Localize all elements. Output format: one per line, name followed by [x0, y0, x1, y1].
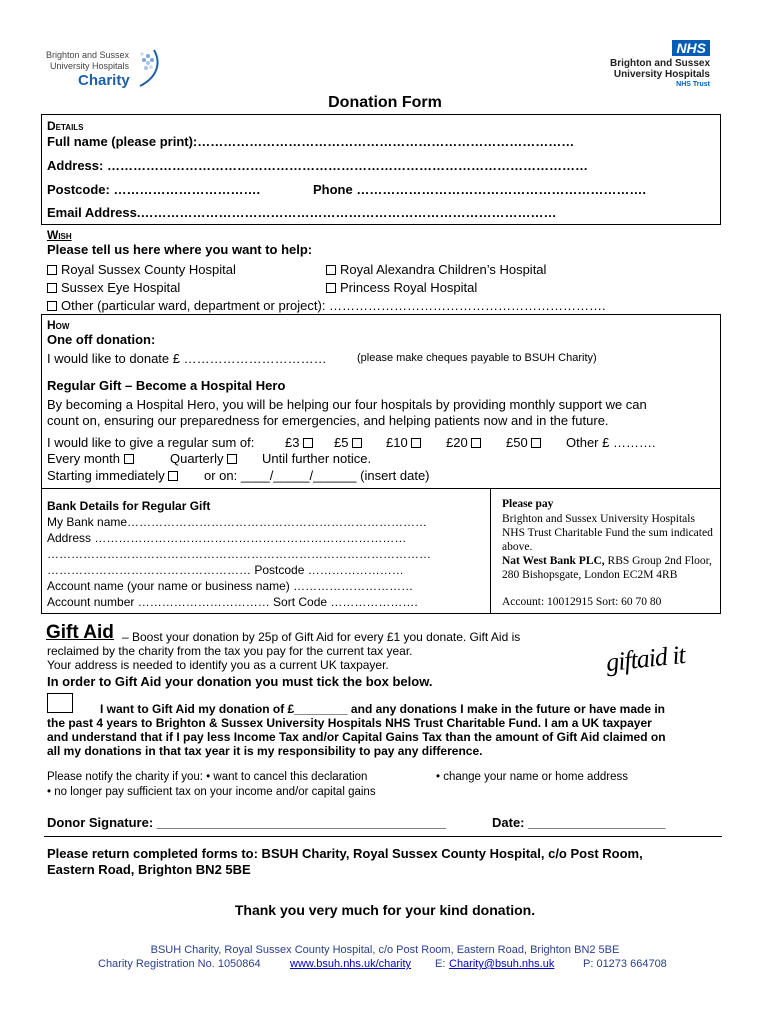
notify-line-1: Please notify the charity if you: • want to cancel this declaration [47, 771, 368, 783]
how-heading: How [47, 318, 70, 332]
wish-option-label: Other (particular ward, department or project): ………………………………………………………. [61, 298, 606, 313]
charity-logo-line1: Brighton and Sussex [46, 50, 130, 60]
gift-aid-intro-3: Your address is needed to identify you as a current UK taxpayer. [47, 658, 389, 672]
checkbox[interactable] [303, 438, 313, 448]
wish-heading: Wish [47, 228, 72, 242]
details-heading: Details [47, 119, 84, 133]
bank-pay-divider [490, 488, 491, 614]
gift-aid-instruction: In order to Gift Aid your donation you must tick the box below. [47, 674, 433, 689]
charity-logo-line2: University Hospitals [50, 61, 130, 71]
start-date-field[interactable]: or on: ____/_____/______ (insert date) [204, 468, 430, 483]
checkbox[interactable] [326, 265, 336, 275]
amount-label: £50 [506, 435, 528, 450]
gift-aid-intro-1: – Boost your donation by 25p of Gift Aid for every £1 you donate. Gift Aid is [122, 630, 521, 644]
address-field[interactable]: Address: ………………………………………………………………………………………………… [47, 158, 588, 173]
return-address-2: Eastern Road, Brighton BN2 5BE [47, 862, 251, 877]
notify-line-2: • change your name or home address [436, 771, 628, 783]
checkbox[interactable] [227, 454, 237, 464]
account-name-field[interactable]: Account name (your name or business name) ………………………… [47, 579, 414, 593]
quarterly-option[interactable] [170, 451, 241, 466]
postcode-field[interactable]: Postcode: ……………………………. [47, 182, 261, 197]
one-off-note: (please make cheques payable to BSUH Charity) [357, 352, 597, 364]
nhs-logo [600, 40, 710, 90]
checkbox[interactable] [47, 265, 57, 275]
amount-label: £20 [446, 435, 468, 450]
please-pay-title: Please pay [502, 498, 554, 510]
gift-aid-heading: Gift Aid [46, 622, 114, 643]
account-details: Account: 10012915 Sort: 60 70 80 [502, 596, 662, 608]
email-link[interactable]: Charity@bsuh.nhs.uk [449, 958, 555, 970]
gift-aid-intro-2: reclaimed by the charity from the tax you pay for the current tax year. [47, 644, 413, 658]
checkbox[interactable] [47, 283, 57, 293]
gift-aid-declaration-1: I want to Gift Aid my donation of £________ and any donations I make in the future or have made in [100, 702, 665, 716]
wish-option-label: Princess Royal Hospital [340, 280, 478, 295]
please-pay-text: Brighton and Sussex University Hospitals NHS Trust Charitable Fund the sum indicated above. [502, 513, 713, 553]
checkbox[interactable] [471, 438, 481, 448]
charity-logo [44, 44, 174, 94]
checkbox[interactable] [352, 438, 362, 448]
regular-gift-title: Regular Gift – Become a Hospital Hero [47, 378, 286, 393]
amount-20[interactable] [446, 435, 485, 450]
website-link[interactable]: www.bsuh.nhs.uk/charity [290, 958, 412, 970]
wish-option-label: Royal Sussex County Hospital [61, 262, 236, 277]
every-month-option[interactable] [47, 451, 138, 466]
charity-registration: Charity Registration No. 1050864 [98, 958, 261, 970]
one-off-title: One off donation: [47, 332, 156, 347]
amount-label: £10 [386, 435, 408, 450]
wish-option-eye[interactable] [47, 280, 180, 295]
amount-3[interactable] [285, 435, 317, 450]
phone-field[interactable]: Phone …………………………………………………………. [313, 182, 646, 197]
checkbox[interactable] [168, 471, 178, 481]
bank-postcode-field[interactable]: …………………………………………… Postcode …………………… [47, 563, 404, 577]
checkbox[interactable] [326, 283, 336, 293]
amount-label: £3 [285, 435, 300, 450]
full-name-field[interactable]: Full name (please print):…………………………………………………………………………… [47, 134, 575, 149]
donor-signature-field[interactable]: Donor Signature: ________________________________________ [47, 815, 446, 830]
starting-immediately-option[interactable] [47, 468, 182, 483]
email-field[interactable]: Email Address.…………………………………………………………………………………… [47, 205, 557, 220]
amount-other-field[interactable]: Other £ ………. [566, 435, 656, 450]
wish-option-rsch[interactable] [47, 262, 236, 277]
signature-date-field[interactable]: Date: ___________________ [492, 815, 666, 830]
charity-logo-line3: Charity [78, 72, 130, 89]
bank-name: Nat West Bank PLC, [502, 555, 605, 567]
footer-address: BSUH Charity, Royal Sussex County Hospital, c/o Post Room, Eastern Road, Brighton BN2 5BE [150, 944, 620, 956]
gift-aid-tick-box[interactable] [47, 693, 73, 713]
bank-name-field[interactable]: My Bank name………………………………………………………………… [47, 515, 428, 529]
gift-aid-declaration-4: all my donations in that tax year it is my responsibility to pay any difference. [47, 744, 483, 758]
gift-aid-declaration-3: and understand that if I pay less Income Tax and/or Capital Gains Tax than the amount of Gift Aid claimed on [47, 730, 666, 744]
footer-phone: P: 01273 664708 [583, 958, 667, 970]
amount-50[interactable] [506, 435, 545, 450]
wish-option-prh[interactable] [326, 280, 477, 295]
nhs-logo-line3: NHS Trust [676, 81, 710, 88]
account-number-field[interactable]: Account number …………………………… Sort Code …………………. [47, 595, 418, 609]
amount-10[interactable] [386, 435, 425, 450]
divider [44, 836, 722, 837]
notify-line-3: • no longer pay sufficient tax on your income and/or capital gains [47, 786, 376, 798]
checkbox[interactable] [124, 454, 134, 464]
regular-gift-desc-2: count on, ensuring our preparedness for emergencies, and helping patients now and in the future. [47, 413, 609, 428]
section-divider [41, 488, 721, 489]
bank-details-title: Bank Details for Regular Gift [47, 499, 211, 513]
heart-dots-icon [136, 46, 164, 90]
wish-prompt: Please tell us here where you want to help: [47, 242, 313, 257]
nhs-logo-line1: Brighton and Sussex [609, 58, 710, 69]
checkbox[interactable] [531, 438, 541, 448]
option-label: Quarterly [170, 451, 224, 466]
thank-you-message: Thank you very much for your kind donation. [234, 902, 536, 918]
bank-address: RBS Group 2nd Floor, 280 Bishopsgate, London EC2M 4RB [502, 555, 712, 581]
one-off-amount-field[interactable]: I would like to donate £ …………………………… [47, 351, 327, 366]
nhs-logo-line2: University Hospitals [613, 69, 710, 80]
option-label: Starting immediately [47, 468, 165, 483]
wish-option-label: Sussex Eye Hospital [61, 280, 181, 295]
bank-address-field[interactable]: Address …………………………………………………………………… [47, 531, 407, 545]
giftaid-it-logo: giftaid it [604, 639, 687, 678]
wish-option-rach[interactable] [326, 262, 546, 277]
until-notice-text: Until further notice. [262, 451, 372, 466]
page-title: Donation Form [328, 94, 442, 111]
amount-label: £5 [334, 435, 349, 450]
checkbox[interactable] [47, 301, 57, 311]
bank-address-text [502, 554, 720, 582]
wish-option-label: Royal Alexandra Children’s Hospital [340, 262, 547, 277]
checkbox[interactable] [411, 438, 421, 448]
option-label: Every month [47, 451, 120, 466]
regular-gift-desc-1: By becoming a Hospital Hero, you will be helping our four hospitals by providing monthly support we can [47, 397, 647, 412]
regular-sum-label: I would like to give a regular sum of: [47, 435, 255, 450]
email-label: E: [435, 958, 446, 970]
nhs-badge: NHS [672, 40, 710, 56]
amount-5[interactable] [334, 435, 366, 450]
gift-aid-declaration-2: the past 4 years to Brighton & Sussex University Hospitals NHS Trust Charitable Fund. I am a UK taxpayer [47, 716, 652, 730]
return-address-1: Please return completed forms to: BSUH Charity, Royal Sussex County Hospital, c/o Post Room, [47, 846, 643, 861]
wish-option-other[interactable] [47, 298, 606, 313]
bank-address-field-2[interactable]: …………………………………………………………………………………… [47, 547, 431, 561]
